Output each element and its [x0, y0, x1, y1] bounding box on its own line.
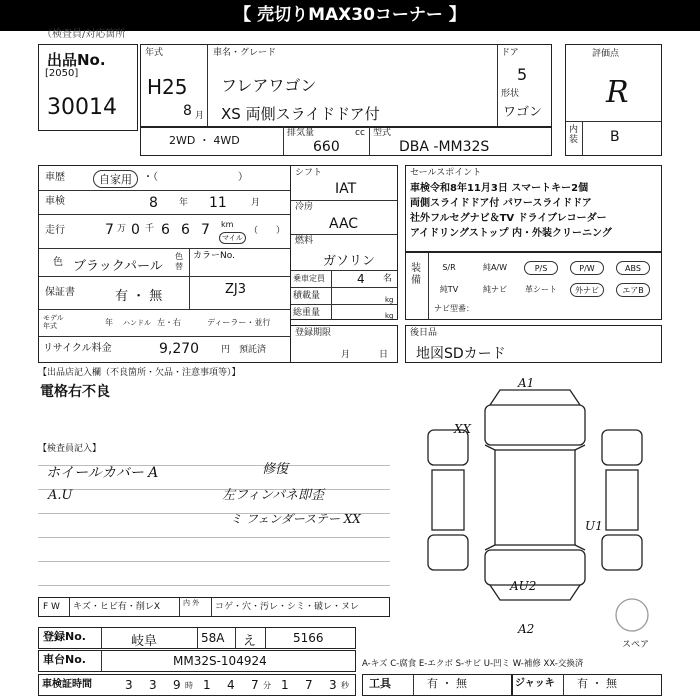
inspector-label: 【検査員記入】: [38, 444, 102, 454]
recycle-note: 預託済: [239, 345, 267, 355]
cert-unit: 秒: [341, 681, 349, 690]
type-value: DBA -MM32S: [399, 139, 490, 155]
jack-value: 有 ・ 無: [577, 677, 617, 690]
score-value: R: [606, 75, 629, 110]
sales-points-label: セールスポイント: [410, 168, 482, 178]
car-name: フレアワゴン: [221, 76, 317, 95]
mileage-unit-bottom: マイル: [219, 232, 246, 244]
mech-box: [290, 165, 398, 320]
spare-label: スペア: [622, 640, 650, 650]
header-cut-text: （検査員/対応箇所: [42, 29, 126, 40]
history-rest: ・（ ）: [143, 172, 248, 183]
reg-no-num: 5166: [293, 631, 324, 645]
inspection-month-unit: 月: [251, 198, 261, 208]
cert-digit: 3: [149, 678, 157, 692]
reg-period-month: 月: [341, 350, 351, 360]
cert-digit: 9: [173, 678, 181, 692]
tools-row: [362, 674, 512, 696]
roof-shape: [495, 450, 575, 545]
recycle-unit: 円: [221, 345, 231, 355]
fuel-label: 燃料: [295, 236, 314, 246]
cert-digit: 1: [281, 678, 289, 692]
cert-row: [38, 674, 356, 696]
equipment-item: S/R: [442, 263, 456, 272]
sales-points-lines: [410, 181, 612, 241]
warranty-value: 有 ・ 無: [115, 289, 163, 304]
ac-value: AAC: [329, 216, 359, 232]
year-label: 年式: [145, 48, 164, 58]
weight-label: 総重量: [293, 308, 321, 318]
year-month: 8: [183, 103, 192, 119]
fw-text: キズ・ヒビ有・削レX: [73, 602, 160, 612]
cert-unit: 分: [263, 681, 271, 690]
color-code-label: カラーNo.: [193, 251, 235, 261]
year-month-unit: 月: [195, 111, 205, 121]
load-unit: kg: [385, 296, 394, 304]
cert-unit: 時: [185, 681, 193, 690]
equipment-item: 純ナビ: [483, 285, 507, 294]
drive-value: 2WD ・ 4WD: [169, 134, 240, 147]
mark-u1: U1: [585, 519, 603, 533]
left-rear-fender: [428, 535, 468, 570]
cert-digit: 3: [329, 678, 337, 692]
car-diagram: [410, 375, 665, 635]
cert-digit: 7: [251, 678, 259, 692]
equipment-item: 純TV: [439, 285, 459, 294]
inspector-right-2: 左フィンパネ即歪: [222, 488, 325, 503]
sales-points-box: [405, 165, 662, 252]
cert-label: 車検証時間: [42, 679, 92, 690]
equipment-label: 装備: [411, 263, 421, 286]
equipment-item: 純A/W: [482, 263, 508, 272]
recycle-value: 9,270: [159, 341, 200, 357]
spec-row: [140, 126, 552, 156]
warranty-label: 保証書: [45, 287, 75, 298]
reg-no-kana: え: [243, 634, 257, 649]
lot-number: 30014: [47, 95, 117, 120]
color-code: ZJ3: [225, 282, 247, 297]
recycle-label: リサイクル料金: [43, 343, 112, 354]
capacity-value: 4: [357, 272, 365, 286]
equipment-item: P/S: [524, 261, 558, 275]
lot-label: 出品No.: [47, 51, 106, 69]
displacement-unit: cc: [355, 128, 365, 138]
color-label: 色: [53, 257, 63, 268]
color-sub: 色替: [175, 252, 183, 271]
sales-line-4: アイドリングストップ 内・外装クリーニング: [410, 228, 612, 239]
displacement-label: 排気量: [287, 128, 315, 138]
load-label: 積載量: [293, 291, 321, 301]
mark-a2: A2: [518, 622, 535, 635]
chassis-row: [38, 650, 356, 672]
equipment-item: 外ナビ: [570, 283, 604, 297]
reg-period-day: 日: [379, 350, 389, 360]
jack-label: ジャッキ: [515, 678, 555, 689]
displacement-value: 660: [313, 139, 340, 155]
car-info-box: [140, 44, 552, 128]
weight-unit: kg: [385, 312, 394, 320]
shape-label: 形状: [501, 89, 520, 99]
inspection-month: 11: [209, 195, 227, 211]
postcar-label: 後日品: [410, 328, 438, 338]
mileage-d4: 6: [181, 222, 190, 238]
car-name-label: 車名・グレード: [213, 48, 277, 58]
cert-digit: 4: [227, 678, 235, 692]
cert-digit: 3: [125, 678, 133, 692]
car-grade: XS 両側スライドドア付: [221, 105, 380, 123]
sales-line-2: 両側スライドドア付 パワースライドドア: [410, 198, 592, 209]
damage-legend: A-キズ C-腐食 E-エクボ S-サビ U-凹ミ W-補修 XX-交換済: [362, 659, 584, 669]
inspection-year: 8: [149, 195, 158, 211]
handle-value: 左・右: [157, 318, 181, 327]
notes-label: 【出品店記入欄（不良箇所・欠品・注意事項等）】: [38, 368, 241, 378]
right-doors: [606, 470, 638, 530]
shape-value: ワゴン: [503, 105, 543, 120]
detail-box: [38, 165, 291, 363]
mileage-d5: 7: [201, 222, 210, 238]
cert-digit: 1: [203, 678, 211, 692]
mileage-d1: 7: [105, 222, 114, 238]
reg-period-label: 登録期限: [295, 328, 332, 338]
inspector-left-2: A.U: [48, 488, 73, 503]
fw-mid: 内 外: [183, 599, 200, 607]
capacity-unit: 名: [383, 274, 393, 284]
score-box: [565, 44, 662, 156]
model-year-unit: 年: [105, 318, 113, 327]
color-value: ブラックパール: [73, 259, 163, 274]
interior-value: B: [610, 129, 620, 145]
tools-value: 有 ・ 無: [427, 677, 467, 690]
navi-label: ナビ型番：: [434, 304, 474, 313]
mark-xx: XX: [454, 422, 472, 436]
history-label: 車歴: [45, 172, 65, 183]
fw-label: F W: [43, 602, 60, 612]
right-rear-fender: [602, 535, 642, 570]
lot-tag: [2050]: [45, 68, 79, 79]
jack-row: [512, 674, 662, 696]
reg-no-row: [38, 627, 356, 649]
capacity-label: 乗車定員: [293, 274, 325, 283]
chassis-label: 車台No.: [43, 653, 86, 666]
reg-no-label: 登録No.: [43, 630, 86, 643]
equipment-box: [405, 252, 662, 320]
banner-title: 【 売切りMAX30コーナー 】: [0, 0, 700, 31]
postcar-value: 地図SDカード: [416, 346, 506, 362]
reg-no-class: 58A: [201, 631, 225, 645]
mileage-u1: 万: [117, 224, 127, 234]
cert-digit: 7: [305, 678, 313, 692]
model-year-label: モデル年式: [43, 314, 64, 330]
equipment-item: P/W: [570, 261, 604, 275]
ac-label: 冷房: [295, 202, 314, 212]
right-front-fender: [602, 430, 642, 465]
hood-shape: [485, 405, 585, 445]
equipment-item: 革シート: [525, 285, 557, 294]
inspection-year-unit: 年: [179, 198, 189, 208]
left-doors: [432, 470, 464, 530]
inspector-right-3: ミ フェンダーステー XX: [230, 512, 361, 526]
mileage-u2: 千: [145, 224, 155, 234]
sales-line-3: 社外フルセグナビ＆TV ドライブレコーダー: [410, 213, 607, 224]
front-bumper-shape: [490, 390, 580, 405]
mileage-label: 走行: [45, 225, 65, 236]
fw-text2: コゲ・穴・汚レ・シミ・破レ・ヌレ: [215, 602, 360, 612]
inspection-label: 車検: [45, 196, 65, 207]
mileage-d3: 6: [161, 222, 170, 238]
fuel-value: ガソリン: [323, 254, 376, 269]
handle-label: ハンドル: [123, 319, 151, 327]
postcar-box: [405, 325, 662, 363]
sales-line-1: 車検令和8年11月3日 スマートキー2個: [410, 183, 589, 194]
mileage-unit-top: km: [221, 220, 234, 229]
inspector-left-1: ホイールカバー A: [46, 465, 159, 481]
interior-label: 内装: [569, 125, 579, 145]
history-value: 自家用: [93, 170, 138, 188]
chassis-value: MM32S-104924: [173, 654, 267, 668]
shift-label: シフト: [295, 168, 323, 178]
lot-box: [38, 44, 138, 131]
tools-label: 工具: [369, 677, 391, 690]
doors-label: ドア: [501, 48, 519, 58]
reg-no-pref: 岐阜: [131, 634, 158, 649]
shift-value: IAT: [335, 181, 357, 197]
mileage-paren: （ ）: [249, 226, 286, 236]
notes-text: 電格右不良: [40, 384, 110, 400]
year-value: H25: [147, 75, 188, 99]
score-label: 評価点: [592, 49, 620, 59]
reg-period-box: [290, 325, 398, 363]
mileage-d2: 0: [131, 222, 140, 238]
inspector-right-1: 修復: [262, 462, 289, 477]
doors-value: 5: [517, 65, 528, 84]
spare-tire: [616, 599, 648, 631]
mark-au2: AU2: [510, 579, 537, 593]
type-label: 型式: [373, 128, 392, 138]
mark-a1: A1: [518, 376, 535, 390]
dealer-value: ディーラー・並行: [207, 318, 271, 327]
equipment-item: エアB: [616, 283, 650, 297]
fw-row: [38, 597, 390, 617]
equipment-item: ABS: [616, 261, 650, 275]
